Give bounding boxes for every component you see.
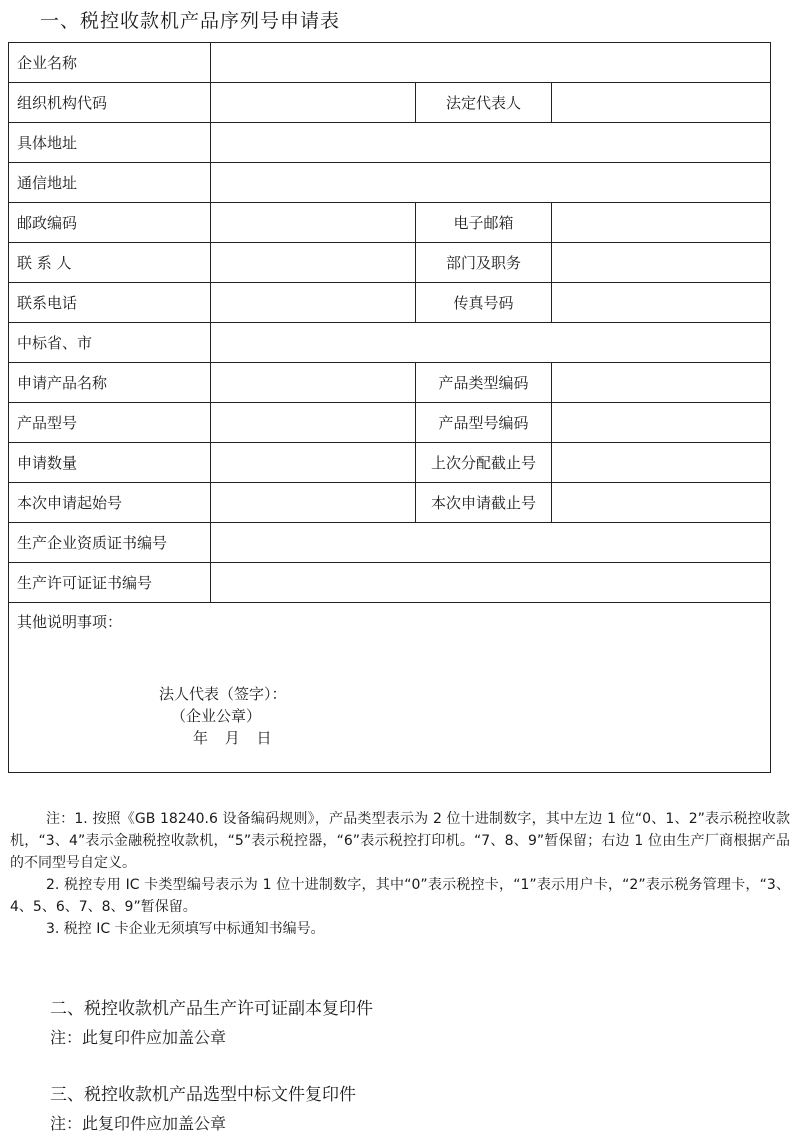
table-row: [9, 603, 771, 773]
remarks-label: 其他说明事项：: [17, 613, 123, 631]
note-3: 3. 税控 IC 卡企业无须填写中标通知书编号。: [46, 921, 325, 937]
contact-label: 联 系 人: [9, 243, 211, 283]
email-field[interactable]: [552, 203, 771, 243]
end-no-field[interactable]: [552, 483, 771, 523]
table-row: [9, 283, 771, 323]
postcode-label: 邮政编码: [9, 203, 211, 243]
note-1: 注：1. 按照《GB 18240.6 设备编码规则》，产品类型表示为 2 位十进制数字，其中左边 1 位“0、1、2”表示税控收款机，“3、4”表示金融税控收款机，“5”表示税控器，“6”表示税控打印机。“7、8、9”暂保留；右边 1 位由生产厂商根据产品的不同型号自定义。: [10, 811, 790, 871]
table-row: [9, 203, 771, 243]
fax-field[interactable]: [552, 283, 771, 323]
product-model-code-label: 产品型号编码: [416, 403, 552, 443]
product-type-code-label: 产品类型编码: [416, 363, 552, 403]
table-row: [9, 483, 771, 523]
quantity-field[interactable]: [211, 443, 416, 483]
email-label: 电子邮箱: [416, 203, 552, 243]
phone-label: 联系电话: [9, 283, 211, 323]
company-name-label: 企业名称: [9, 43, 211, 83]
legal-rep-label: 法定代表人: [416, 83, 552, 123]
signature-block: [159, 683, 287, 749]
address-label: 具体地址: [9, 123, 211, 163]
bid-region-label: 中标省、市: [9, 323, 211, 363]
org-code-label: 组织机构代码: [9, 83, 211, 123]
table-row: [9, 403, 771, 443]
remarks-field[interactable]: [9, 603, 771, 773]
table-row: [9, 563, 771, 603]
product-model-code-field[interactable]: [552, 403, 771, 443]
mail-address-field[interactable]: [211, 163, 771, 203]
department-label: 部门及职务: [416, 243, 552, 283]
product-model-label: 产品型号: [9, 403, 211, 443]
section-3-note: 注：此复印件应加盖公章: [50, 1114, 227, 1133]
product-name-label: 申请产品名称: [9, 363, 211, 403]
form-notes: [10, 808, 790, 940]
table-row: [9, 323, 771, 363]
last-end-no-field[interactable]: [552, 443, 771, 483]
section-3-title: 三、税控收款机产品选型中标文件复印件: [50, 1085, 356, 1105]
last-end-no-label: 上次分配截止号: [416, 443, 552, 483]
table-row: [9, 443, 771, 483]
department-field[interactable]: [552, 243, 771, 283]
start-no-field[interactable]: [211, 483, 416, 523]
company-name-field[interactable]: [211, 43, 771, 83]
section-2-note: 注：此复印件应加盖公章: [50, 1028, 227, 1047]
qualification-no-label: 生产企业资质证书编号: [9, 523, 211, 563]
mail-address-label: 通信地址: [9, 163, 211, 203]
legal-rep-signature-label: 法人代表（签字）：: [159, 685, 287, 703]
section-2-title: 二、税控收款机产品生产许可证副本复印件: [50, 999, 373, 1019]
end-no-label: 本次申请截止号: [416, 483, 552, 523]
table-row: [9, 83, 771, 123]
fax-label: 传真号码: [416, 283, 552, 323]
form-title: 一、税控收款机产品序列号申请表: [40, 10, 341, 32]
legal-rep-field[interactable]: [552, 83, 771, 123]
product-model-field[interactable]: [211, 403, 416, 443]
org-code-field[interactable]: [211, 83, 416, 123]
phone-field[interactable]: [211, 283, 416, 323]
quantity-label: 申请数量: [9, 443, 211, 483]
qualification-no-field[interactable]: [211, 523, 771, 563]
license-no-label: 生产许可证证书编号: [9, 563, 211, 603]
table-row: [9, 43, 771, 83]
product-type-code-field[interactable]: [552, 363, 771, 403]
table-row: [9, 243, 771, 283]
bid-region-field[interactable]: [211, 323, 771, 363]
sign-date-label: 年 月 日: [193, 729, 278, 747]
note-2: 2. 税控专用 IC 卡类型编号表示为 1 位十进制数字，其中“0”表示税控卡，“1”表示用户卡，“2”表示税务管理卡，“3、4、5、6、7、8、9”暂保留。: [10, 877, 790, 915]
start-no-label: 本次申请起始号: [9, 483, 211, 523]
contact-field[interactable]: [211, 243, 416, 283]
table-row: [9, 363, 771, 403]
address-field[interactable]: [211, 123, 771, 163]
table-row: [9, 163, 771, 203]
table-row: [9, 123, 771, 163]
license-no-field[interactable]: [211, 563, 771, 603]
serial-number-application-form: [8, 42, 771, 773]
company-seal-label: （企业公章）: [171, 707, 262, 725]
table-row: [9, 523, 771, 563]
product-name-field[interactable]: [211, 363, 416, 403]
postcode-field[interactable]: [211, 203, 416, 243]
